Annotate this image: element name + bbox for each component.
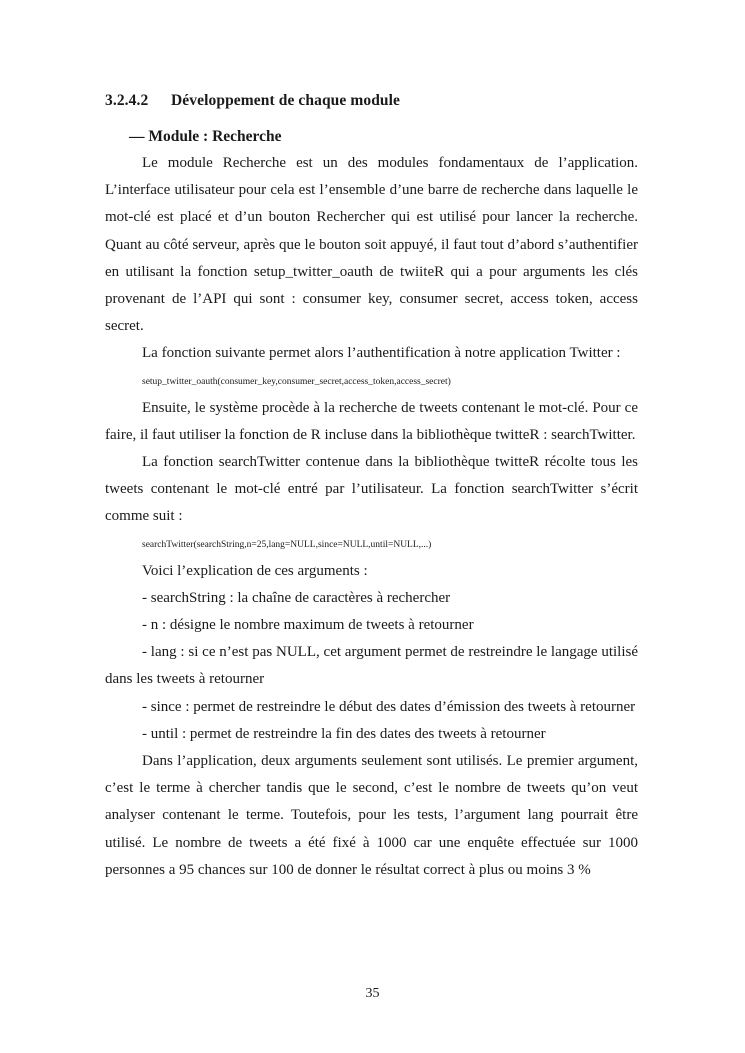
paragraph-args-intro: Voici l’explication de ces arguments :	[142, 562, 368, 579]
page-number: 35	[365, 986, 380, 1001]
code-oauth: setup_twitter_oauth(consumer_key,consumer_secret,access_token,access_secret)	[142, 376, 451, 387]
section-number: 3.2.4.2	[105, 92, 149, 109]
paragraph-intro: Le module Recherche est un des modules fondamentaux de l’application. L’interface utilisateur pour cela est l’ensemble d’une barre de recherche dans laquelle le mot-clé est placé et d’un bouton Rechercher qui est utilisé pour lancer la recherche. Quant au côté serveur, après que le bouton soit appuyé, il faut tout d’abord s’authentifier en utilisant la fonction setup_twitter_oauth de twiiteR qui a pour arguments les clés provenant de l’API qui sont : consumer key, consumer secret, access token, access secret.	[105, 155, 638, 335]
argument-item: - lang : si ce n’est pas NULL, cet argument permet de restreindre le langage utilisé dans les tweets à retourner	[105, 644, 638, 688]
argument-item: - until : permet de restreindre la fin des dates des tweets à retourner	[142, 725, 546, 742]
paragraph-auth: La fonction suivante permet alors l’authentification à notre application Twitter :	[142, 345, 621, 362]
page-body	[105, 92, 638, 884]
module-subheading: — Module : Recherche	[129, 128, 282, 145]
paragraph-searchtwitter: La fonction searchTwitter contenue dans la bibliothèque twitteR récolte tous les tweets contenant le mot-clé entré par l’utilisateur. La fonction searchTwitter s’écrit comme suit :	[105, 454, 638, 525]
section-heading	[105, 92, 638, 110]
paragraph-search: Ensuite, le système procède à la recherche de tweets contenant le mot-clé. Pour ce faire, il faut utiliser la fonction de R incluse dans la bibliothèque twitteR : searchTwitter.	[105, 399, 638, 443]
argument-item: - searchString : la chaîne de caractères à rechercher	[142, 589, 451, 606]
section-title: Développement de chaque module	[171, 92, 401, 109]
paragraph-usage: Dans l’application, deux arguments seulement sont utilisés. Le premier argument, c’est le terme à chercher tandis que le second, c’est le nombre de tweets qu’on veut analyser contenant le terme. Toutefois, pour les tests, l’argument lang pourrait être utilisé. Le nombre de tweets a été fixé à 1000 car une enquête effectuée sur 1000 personnes a 95 chances sur 100 de donner le résultat correct à plus ou moins 3 %	[105, 753, 638, 878]
argument-item: - since : permet de restreindre le début des dates d’émission des tweets à retourner	[142, 698, 636, 715]
code-searchtwitter: searchTwitter(searchString,n=25,lang=NULL,since=NULL,until=NULL,...)	[142, 539, 432, 550]
argument-item: - n : désigne le nombre maximum de tweets à retourner	[142, 617, 474, 634]
